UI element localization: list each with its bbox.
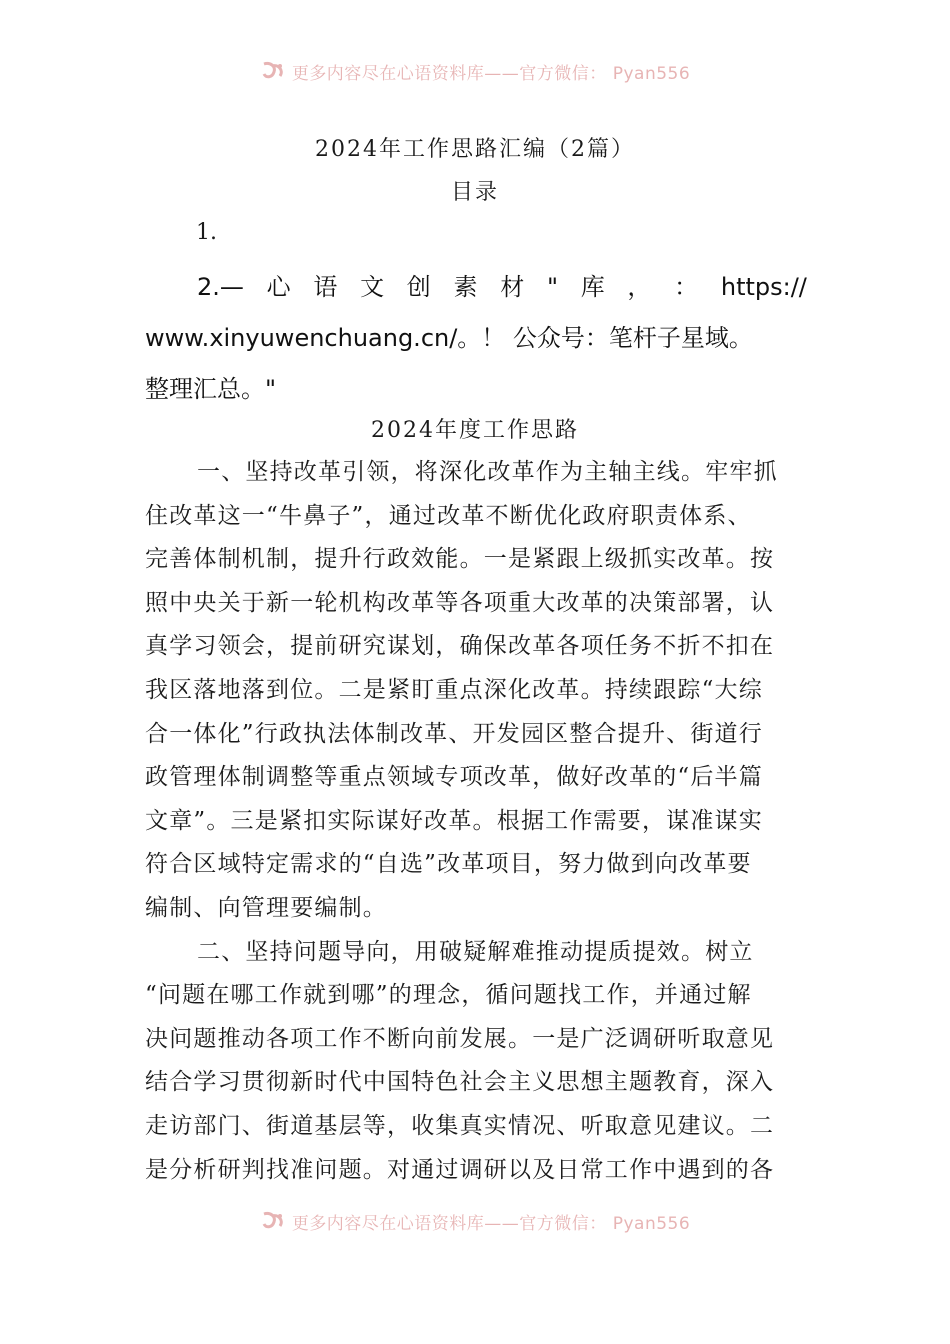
paragraph-line: 合一体化”行政执法体制改革、开发园区整合提升、街道行 <box>145 720 763 747</box>
toc-item-2-token: 心 <box>266 273 291 301</box>
toc-item-2-token: ， <box>627 273 652 301</box>
toc-item-2-token: 创 <box>406 273 431 301</box>
paragraph-line: “问题在哪工作就到哪”的理念，循问题找工作，并通过解 <box>145 982 752 1009</box>
body-text <box>145 451 807 1192</box>
paragraph-line: 一、坚持改革引领，将深化改革作为主轴主线。牢牢抓 <box>197 459 778 485</box>
watermark-text: 更多内容尽在心语资料库——官方微信： Pyan556 <box>291 63 691 84</box>
toc-item-2-token: 库 <box>580 273 605 301</box>
toc-item-2-token: https:// <box>720 273 807 301</box>
paragraph-line: 真学习领会，提前研究谋划，确保改革各项任务不折不扣在 <box>145 633 775 660</box>
paragraph-line: 决问题推动各项工作不断向前发展。一是广泛调研听取意见 <box>145 1025 775 1052</box>
paragraph-line: 完善体制机制，提升行政效能。一是紧跟上级抓实改革。按 <box>145 546 775 573</box>
toc-heading: 目录 <box>450 180 499 205</box>
watermark-logo-icon <box>260 60 286 82</box>
paragraph-line: 我区落地落到位。二是紧盯重点深化改革。持续跟踪“大综 <box>145 676 763 703</box>
toc-item-2-line-2: www.xinyuwenchuang.cn/。！ 公众号：笔杆子星域。 <box>145 324 753 352</box>
toc-item-2-token: 语 <box>313 273 338 301</box>
header-watermark <box>0 58 950 84</box>
toc-item-1: 1. <box>196 220 217 245</box>
toc-item-2-token: ： <box>674 273 699 301</box>
paragraph-line: 编制、向管理要编制。 <box>145 894 387 921</box>
paragraph-line: 文章”。三是紧扣实际谋好改革。根据工作需要，谋准谋实 <box>145 807 763 834</box>
toc-item-2-token: 文 <box>360 273 385 301</box>
paragraph-line: 政管理体制调整等重点领域专项改革，做好改革的“后半篇 <box>145 764 763 791</box>
toc-item-2-token: 素 <box>453 273 478 301</box>
paragraph-line: 符合区域特定需求的“自选”改革项目，努力做到向改革要 <box>145 851 752 878</box>
paragraph-line: 走访部门、街道基层等，收集真实情况、听取意见建议。二 <box>145 1112 775 1139</box>
footer-watermark <box>0 1208 950 1234</box>
watermark-logo-icon <box>260 1210 286 1232</box>
toc-item-2 <box>145 262 807 415</box>
paragraph-line: 住改革这一“牛鼻子”，通过改革不断优化政府职责体系、 <box>145 502 752 529</box>
paragraph <box>145 451 807 931</box>
paragraph <box>145 931 807 1193</box>
paragraph-line: 照中央关于新一轮机构改革等各项重大改革的决策部署，认 <box>145 589 775 616</box>
toc-item-2-token: 材 <box>500 273 525 301</box>
paragraph-line: 是分析研判找准问题。对通过调研以及日常工作中遇到的各 <box>145 1156 775 1183</box>
toc-item-2-token: 2.— <box>197 273 244 301</box>
watermark-text: 更多内容尽在心语资料库——官方微信： Pyan556 <box>291 1213 691 1234</box>
section-title: 2024年度工作思路 <box>371 418 579 443</box>
paragraph-line: 结合学习贯彻新时代中国特色社会主义思想主题教育，深入 <box>145 1069 775 1096</box>
toc-item-2-token: " <box>546 273 558 301</box>
paragraph-line: 二、坚持问题导向，用破疑解难推动提质提效。树立 <box>197 938 754 965</box>
toc-item-2-line-3: 整理汇总。" <box>145 375 277 403</box>
toc-item-2-line-1 <box>145 262 807 313</box>
document-title: 2024年工作思路汇编（2篇） <box>315 137 635 162</box>
